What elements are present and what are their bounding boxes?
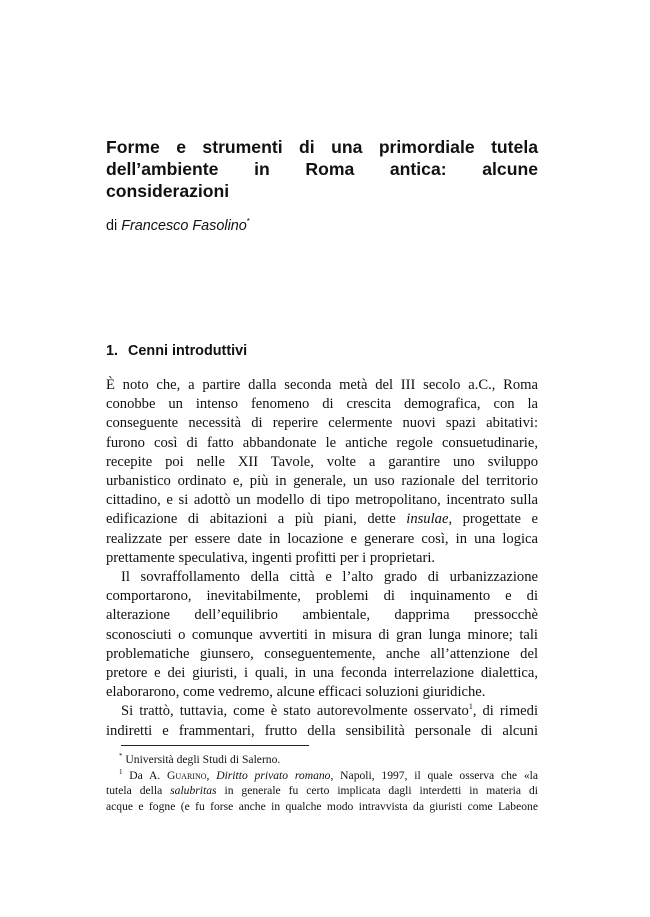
author-line	[106, 217, 250, 234]
cited-work: Diritto privato romano	[216, 768, 331, 782]
section-number: 1.	[106, 343, 119, 359]
text-line: realizzate per essere date in locazione e generare così, in una logica	[106, 530, 538, 547]
footnote-text: , Napoli, 1997, il quale osserva che «la	[330, 768, 538, 782]
footnote-star	[106, 752, 538, 768]
text-line: conobbe un intenso fenomeno di crescita demografica, con la	[106, 396, 538, 413]
footnote-separator	[121, 745, 309, 746]
text-run: Si trattò, tuttavia, come è stato autorevolmente osservato	[121, 703, 469, 720]
footnote-text: in generale fu certo implicata dagli interdetti in materia di	[216, 784, 538, 797]
footnote-text: tutela della	[106, 784, 171, 797]
text-run: , progettate e	[448, 511, 538, 528]
title-line: Forme e strumenti di una primordiale tutela	[106, 137, 538, 157]
text-line: elaborarono, come vedremo, alcune efficaci soluzioni giuridiche.	[106, 684, 486, 701]
footnote-1-line	[106, 783, 538, 799]
text-line: cittadino, e si adottò un modello di tipo metropolitano, incentrato sulla	[106, 492, 538, 509]
text-line: recepite poi nelle XII Tavole, volte a garantire uno sviluppo	[106, 453, 538, 470]
text-line: Il sovraffollamento della città e l’alto grado di urbanizzazione	[121, 569, 538, 586]
text-line: furono così di fatto abbandonate le antiche regole consuetudinarie,	[106, 434, 538, 451]
footnote-text: Università degli Studi di Salerno.	[125, 753, 281, 766]
text-line: pretore e dei giuristi, i quali, in una feconda interrelazione dialettica,	[106, 665, 538, 682]
text-line: È noto che, a partire dalla seconda metà del III secolo a.C., Roma	[106, 377, 538, 393]
text-run: , di rimedi	[472, 703, 538, 720]
author-prefix: di	[106, 217, 118, 234]
cited-author: Guarino	[167, 768, 207, 782]
italic-term: salubritas	[170, 784, 217, 797]
text-line: problematiche giunsero, conseguentemente, anche all’attenzione del	[106, 645, 538, 662]
footnote-text: ,	[206, 768, 217, 782]
section-heading	[106, 343, 247, 359]
text-line	[106, 510, 538, 529]
footnote-text: Da A.	[129, 768, 168, 782]
text-line	[106, 702, 538, 721]
footnote-mark: *	[119, 752, 123, 761]
footnote-mark: 1	[119, 767, 123, 776]
footnote-1-line: acque e fogne (e fu forse anche in qualche modo intravvista da giuristi come Labeone	[106, 799, 538, 813]
text-line: comportarono, inevitabilmente, problemi di inquinamento e di	[106, 588, 538, 605]
author-footnote-mark: *	[246, 217, 250, 226]
body-text	[106, 376, 538, 741]
title-line: dell’ambiente in Roma antica: alcune	[106, 159, 538, 179]
author-name: Francesco Fasolino	[121, 217, 247, 234]
text-run: edificazione di abitazioni a più piani, dette	[106, 511, 407, 528]
article-title	[106, 136, 538, 202]
footnote-1-line	[106, 768, 538, 784]
section-title: Cenni introduttivi	[128, 343, 248, 359]
text-line: indiretti e frammentari, frutto della sensibilità personale di alcuni	[106, 722, 538, 739]
text-line: prettamente speculativa, ingenti profitti per i proprietari.	[106, 549, 436, 566]
text-line: sconosciuti o comunque avvertiti in misura di gran lunga minore; tali	[106, 626, 538, 643]
title-line: considerazioni	[106, 181, 230, 201]
italic-term: insulae	[406, 511, 449, 528]
footnotes	[106, 752, 538, 814]
text-line: alterazione dell’equilibrio ambientale, dapprima pressocchè	[106, 607, 538, 624]
text-line: conseguente necessità di reperire celermente nuovi spazi abitativi:	[106, 415, 538, 432]
footnote-ref: 1	[468, 702, 473, 712]
text-line: urbanistico ordinato e, più in generale, un uso razionale del territorio	[106, 473, 538, 490]
